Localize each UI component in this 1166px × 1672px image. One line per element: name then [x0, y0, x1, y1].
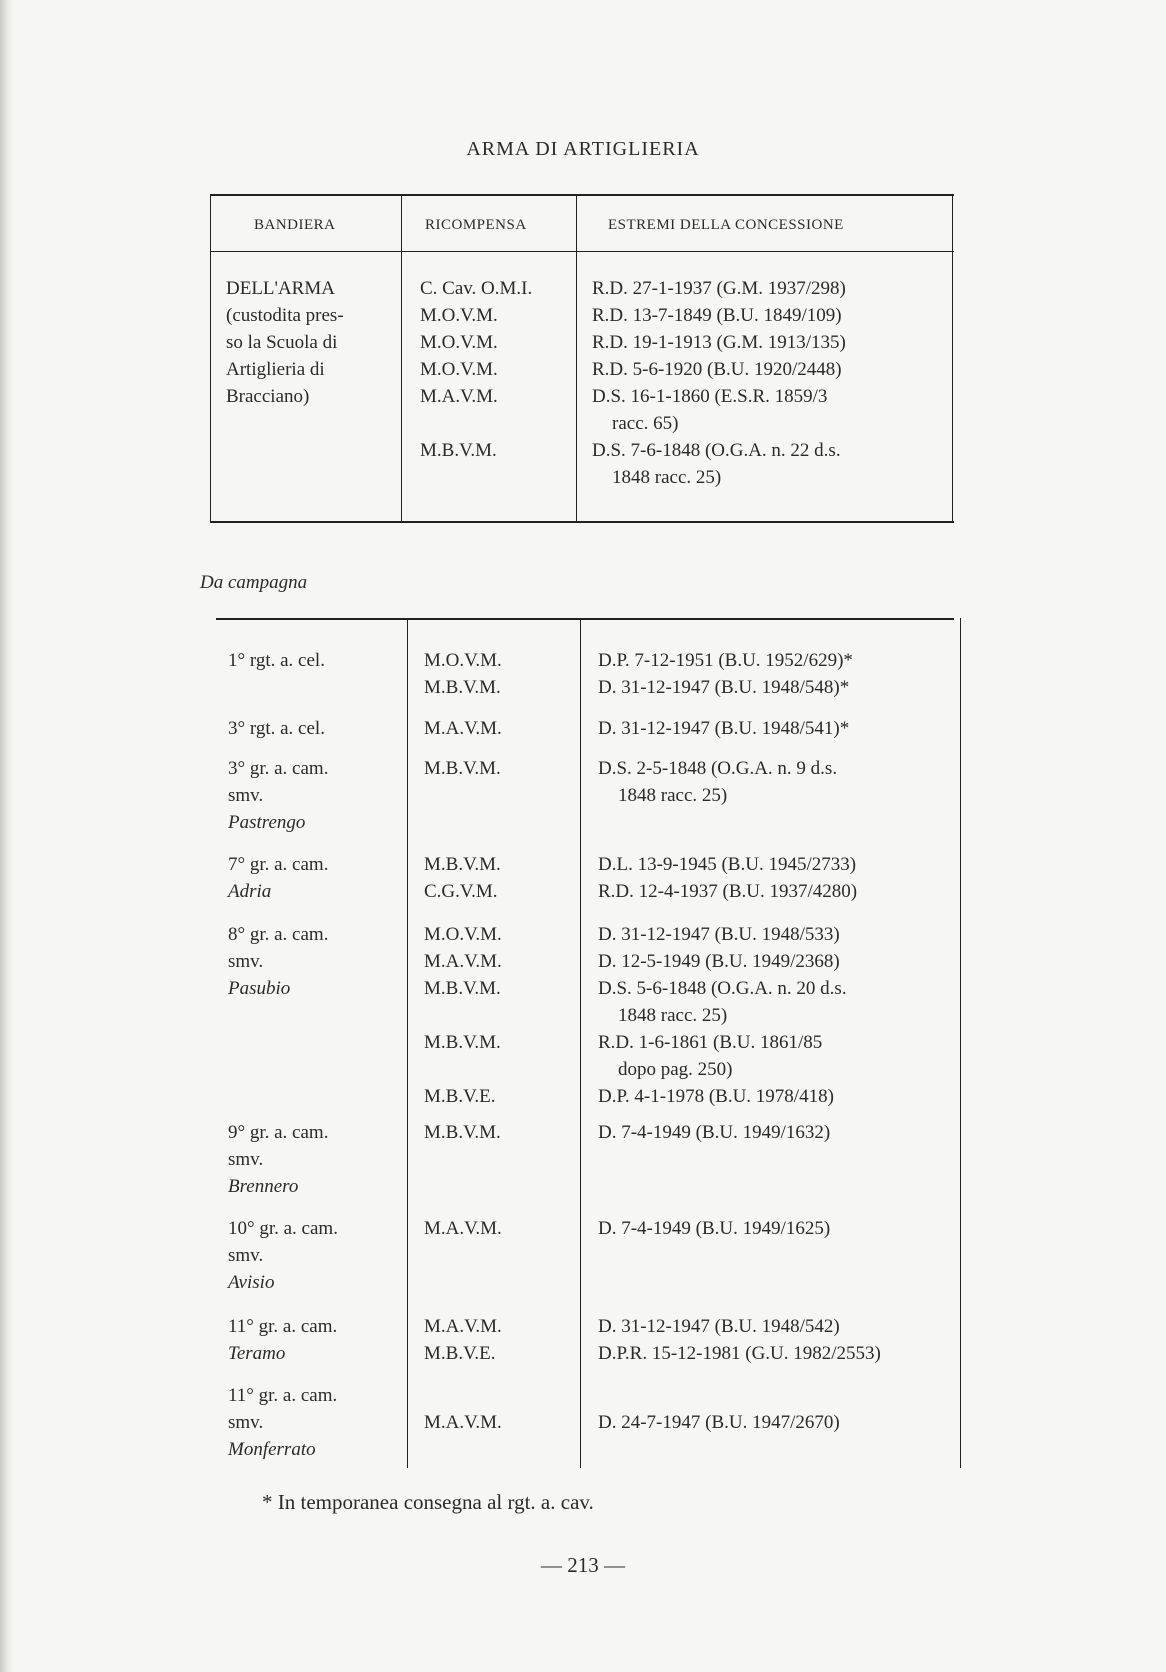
table2-right-border — [960, 618, 961, 1468]
ricompensa-cell: M.B.V.M. — [424, 1032, 501, 1053]
ricompensa-cell: M.O.V.M. — [420, 305, 498, 326]
ricompensa-cell: M.O.V.M. — [424, 924, 502, 945]
estremi-line: D.P. 7-12-1951 (B.U. 1952/629)* — [598, 650, 853, 671]
unit-name: 9° gr. a. cam. — [228, 1122, 329, 1143]
table1-divider-2 — [576, 194, 577, 523]
table1-header-rule — [210, 251, 954, 252]
estremi-line: R.D. 13-7-1849 (B.U. 1849/109) — [592, 305, 842, 326]
unit-name: smv. — [228, 1412, 264, 1433]
unit-motto: Pastrengo — [228, 812, 306, 833]
unit-name: 11° gr. a. cam. — [228, 1316, 338, 1337]
ricompensa-cell: M.O.V.M. — [424, 650, 502, 671]
estremi-line: D. 7-4-1949 (B.U. 1949/1632) — [598, 1122, 831, 1143]
ricompensa-cell: M.B.V.M. — [424, 677, 501, 698]
unit-motto: Adria — [228, 881, 272, 902]
ricompensa-cell: M.O.V.M. — [420, 359, 498, 380]
estremi-line: D. 12-5-1949 (B.U. 1949/2368) — [598, 951, 840, 972]
estremi-line: D.S. 2-5-1848 (O.G.A. n. 9 d.s. — [598, 758, 838, 779]
unit-name: 3° rgt. a. cel. — [228, 718, 325, 739]
estremi-line: dopo pag. 250) — [618, 1059, 733, 1080]
ricompensa-cell: M.B.V.M. — [420, 440, 497, 461]
table1-bottom-rule — [210, 521, 954, 523]
header-bandiera: BANDIERA — [254, 217, 336, 233]
unit-motto: Avisio — [228, 1272, 275, 1293]
estremi-line: racc. 65) — [612, 413, 679, 434]
estremi-line: R.D. 19-1-1913 (G.M. 1913/135) — [592, 332, 846, 353]
ricompensa-cell: M.B.V.M. — [424, 854, 501, 875]
estremi-line: D.P.R. 15-12-1981 (G.U. 1982/2553) — [598, 1343, 881, 1364]
unit-name: smv. — [228, 951, 264, 972]
estremi-line: D.S. 7-6-1848 (O.G.A. n. 22 d.s. — [592, 440, 841, 461]
estremi-line: D. 31-12-1947 (B.U. 1948/541)* — [598, 718, 850, 739]
page-edge — [0, 0, 14, 1672]
estremi-line: D.S. 5-6-1848 (O.G.A. n. 20 d.s. — [598, 978, 847, 999]
unit-motto: Brennero — [228, 1176, 299, 1197]
ricompensa-cell: M.A.V.M. — [424, 1412, 502, 1433]
estremi-line: D. 31-12-1947 (B.U. 1948/542) — [598, 1316, 840, 1337]
bandiera-line: so la Scuola di — [226, 332, 338, 353]
section-subtitle: Da campagna — [200, 572, 308, 593]
estremi-line: D. 7-4-1949 (B.U. 1949/1625) — [598, 1218, 831, 1239]
header-estremi: ESTREMI DELLA CONCESSIONE — [608, 217, 844, 233]
table1-top-rule — [210, 194, 954, 196]
bandiera-line: (custodita pres- — [226, 305, 344, 326]
unit-name: smv. — [228, 1149, 264, 1170]
footnote: * In temporanea consegna al rgt. a. cav. — [262, 1490, 594, 1514]
ricompensa-cell: M.B.V.M. — [424, 1122, 501, 1143]
estremi-line: D.S. 16-1-1860 (E.S.R. 1859/3 — [592, 386, 828, 407]
ricompensa-cell: M.A.V.M. — [424, 951, 502, 972]
bandiera-line: Bracciano) — [226, 386, 310, 407]
estremi-line: D.P. 4-1-1978 (B.U. 1978/418) — [598, 1086, 834, 1107]
estremi-line: 1848 racc. 25) — [618, 1005, 728, 1026]
table2-top-rule — [216, 618, 954, 620]
ricompensa-cell: M.A.V.M. — [424, 1316, 502, 1337]
ricompensa-cell: M.B.V.M. — [424, 978, 501, 999]
unit-name: smv. — [228, 1245, 264, 1266]
unit-name: 11° gr. a. cam. — [228, 1385, 338, 1406]
ricompensa-cell: M.A.V.M. — [420, 386, 498, 407]
unit-motto: Pasubio — [228, 978, 291, 999]
estremi-line: R.D. 12-4-1937 (B.U. 1937/4280) — [598, 881, 858, 902]
unit-motto: Monferrato — [228, 1439, 316, 1460]
ricompensa-cell: M.B.V.E. — [424, 1086, 496, 1107]
estremi-line: R.D. 5-6-1920 (B.U. 1920/2448) — [592, 359, 842, 380]
estremi-line: D. 31-12-1947 (B.U. 1948/533) — [598, 924, 840, 945]
ricompensa-cell: M.B.V.M. — [424, 758, 501, 779]
estremi-line: 1848 racc. 25) — [618, 785, 728, 806]
estremi-line: R.D. 1-6-1861 (B.U. 1861/85 — [598, 1032, 823, 1053]
ricompensa-cell: C. Cav. O.M.I. — [420, 278, 533, 299]
table1-right-border — [952, 194, 953, 523]
unit-name: 3° gr. a. cam. — [228, 758, 329, 779]
table2-divider-1 — [407, 618, 408, 1468]
unit-name: 1° rgt. a. cel. — [228, 650, 325, 671]
estremi-line: D. 31-12-1947 (B.U. 1948/548)* — [598, 677, 850, 698]
table2-divider-2 — [580, 618, 581, 1468]
bandiera-line: DELL'ARMA — [226, 278, 335, 299]
ricompensa-cell: M.A.V.M. — [424, 1218, 502, 1239]
estremi-line: D. 24-7-1947 (B.U. 1947/2670) — [598, 1412, 840, 1433]
page-number: — 213 — — [541, 1553, 625, 1577]
ricompensa-cell: M.B.V.E. — [424, 1343, 496, 1364]
unit-motto: Teramo — [228, 1343, 286, 1364]
unit-name: 8° gr. a. cam. — [228, 924, 329, 945]
unit-name: smv. — [228, 785, 264, 806]
table1-divider-1 — [401, 194, 402, 523]
bandiera-line: Artiglieria di — [226, 359, 325, 380]
unit-name: 7° gr. a. cam. — [228, 854, 329, 875]
unit-name: 10° gr. a. cam. — [228, 1218, 338, 1239]
estremi-line: R.D. 27-1-1937 (G.M. 1937/298) — [592, 278, 846, 299]
ricompensa-cell: M.O.V.M. — [420, 332, 498, 353]
page-title: ARMA DI ARTIGLIERIA — [466, 138, 700, 160]
header-ricompensa: RICOMPENSA — [425, 217, 527, 233]
ricompensa-cell: M.A.V.M. — [424, 718, 502, 739]
table1-left-border — [210, 194, 211, 523]
estremi-line: D.L. 13-9-1945 (B.U. 1945/2733) — [598, 854, 857, 875]
ricompensa-cell: C.G.V.M. — [424, 881, 498, 902]
estremi-line: 1848 racc. 25) — [612, 467, 722, 488]
